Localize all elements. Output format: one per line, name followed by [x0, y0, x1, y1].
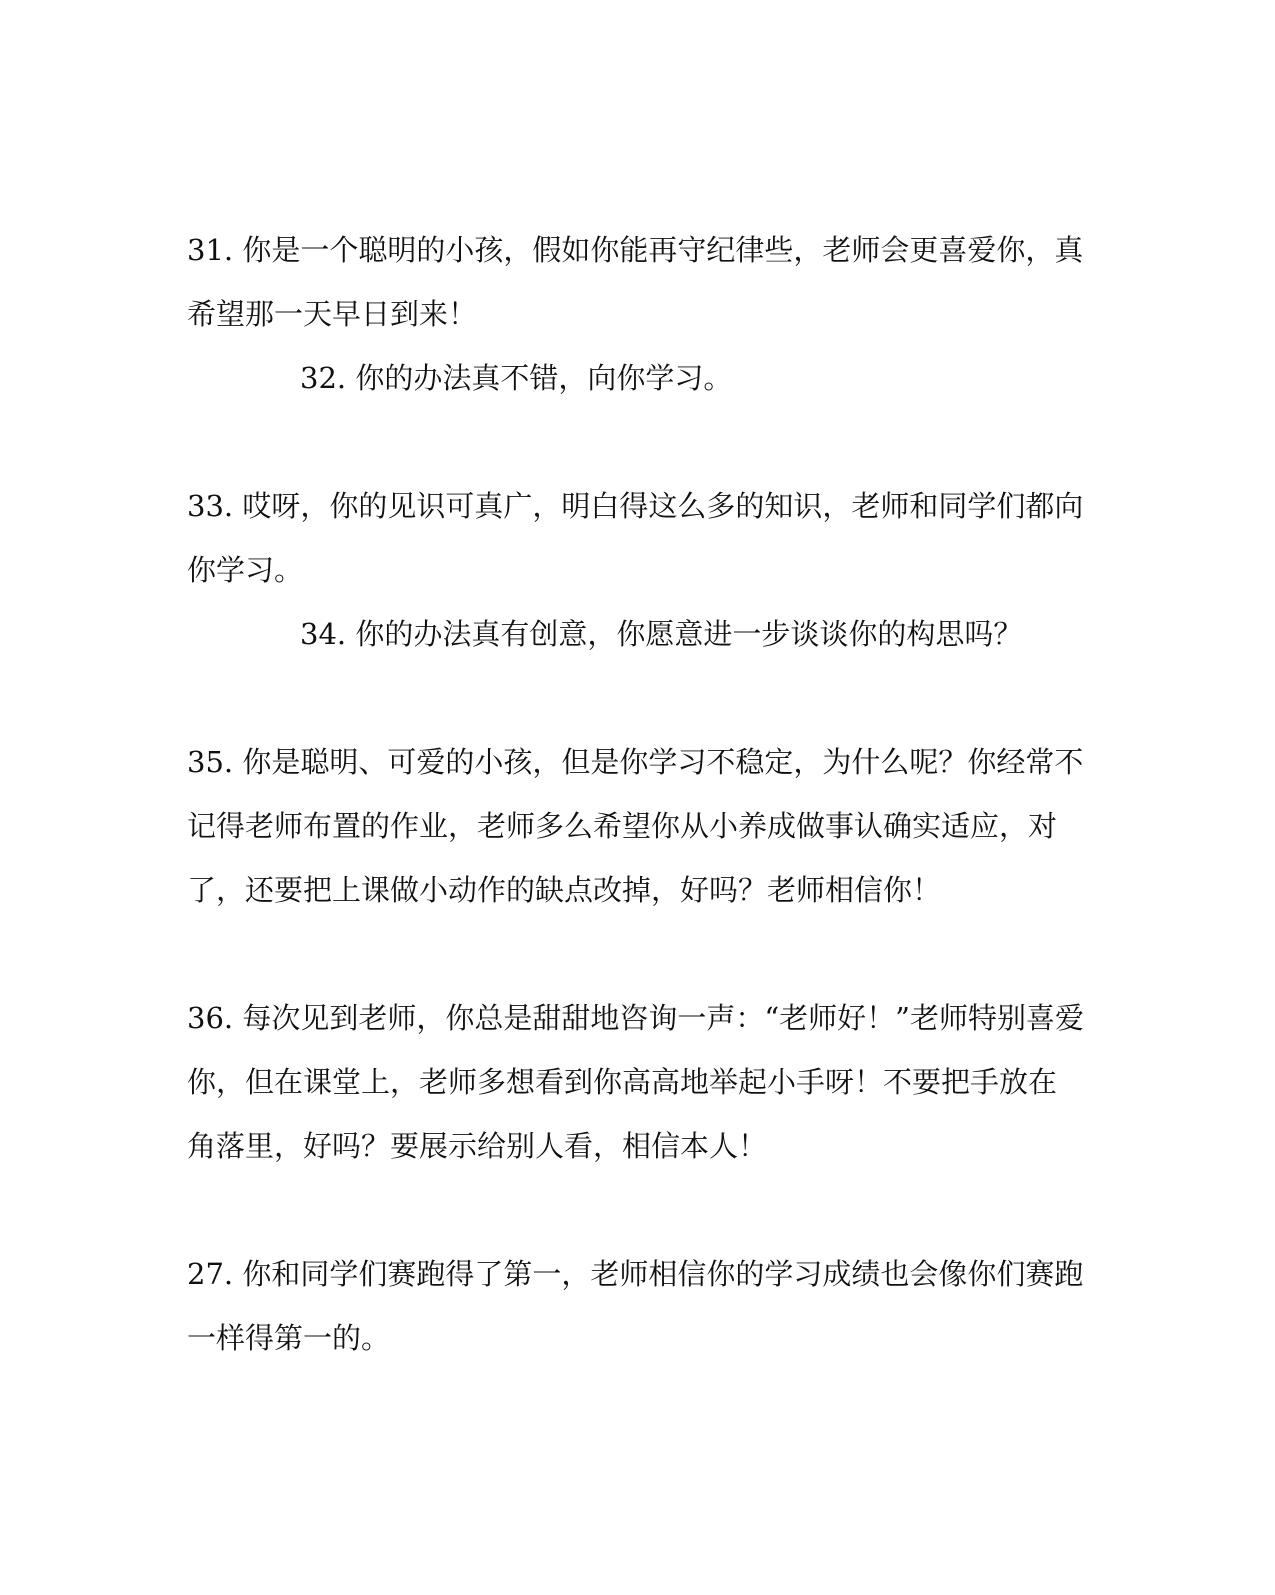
paragraph-31 [187, 218, 1083, 346]
text-line: 34. 你的办法真有创意，你愿意进一步谈谈你的构思吗？ [300, 617, 1023, 651]
text-line: 记得老师布置的作业，老师多么希望你从小养成做事认确实适应，对 [187, 809, 1058, 843]
text-line: 27. 你和同学们赛跑得了第一，老师相信你的学习成绩也会像你们赛跑 [187, 1257, 1084, 1291]
text-line: 31. 你是一个聪明的小孩，假如你能再守纪律些，老师会更喜爱你，真 [187, 233, 1084, 267]
text-line: 32. 你的办法真不错，向你学习。 [300, 361, 733, 395]
paragraph-27 [187, 1242, 1083, 1370]
text-line: 35. 你是聪明、可爱的小孩，但是你学习不稳定，为什么呢？你经常不 [187, 745, 1084, 779]
paragraph-36 [187, 986, 1084, 1178]
text-line: 了，还要把上课做小动作的缺点改掉，好吗？老师相信你！ [187, 873, 942, 907]
paragraph-35 [187, 730, 1083, 922]
text-line: 你学习。 [187, 553, 304, 587]
paragraph-33 [187, 474, 1083, 602]
text-line: 一样得第一的。 [187, 1321, 391, 1355]
paragraph-32 [300, 346, 732, 410]
text-line: 你，但在课堂上，老师多想看到你高高地举起小手呀！不要把手放在 [187, 1065, 1058, 1099]
text-line: 角落里，好吗？要展示给别人看，相信本人！ [187, 1129, 768, 1163]
text-line: 33. 哎呀，你的见识可真广，明白得这么多的知识，老师和同学们都向 [187, 489, 1084, 523]
text-line: 希望那一天早日到来！ [187, 297, 478, 331]
text-line: 36. 每次见到老师，你总是甜甜地咨询一声：“老师好！”老师特别喜爱 [187, 1001, 1084, 1035]
paragraph-34 [300, 602, 1022, 666]
